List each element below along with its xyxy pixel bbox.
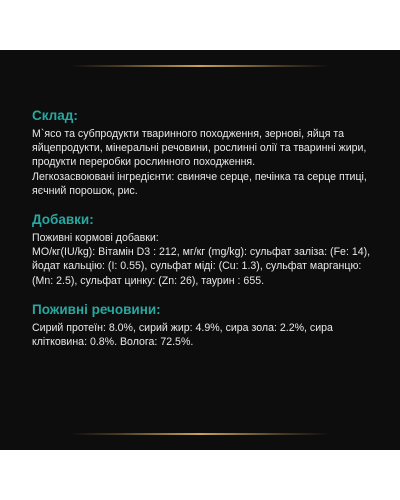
section-composition: [32, 108, 380, 198]
section-additives: [32, 212, 380, 288]
composition-text: М`ясо та субпродукти тваринного походження, зернові, яйця та яйцепродукти, мінеральні речовини, рослинні олії та тваринні жири, продукти переробки рослинного походження.: [32, 128, 367, 169]
bottom-gold-divider: [70, 433, 330, 435]
nutrients-text: Сирий протеїн: 8.0%, сирий жир: 4.9%, сира зола: 2.2%, сира клітковина: 0.8%. Волога: 72.5%.: [32, 321, 333, 349]
section-heading-additives: Добавки:: [32, 212, 94, 228]
additives-detail-text: МО/кг(IU/kg): Вітамін D3 : 212, мг/кг (mg/kg): сульфат заліза: (Fe: 14), йодат кальцію: (I: 0.55), сульфат міді: (Cu: 1.3), сульфат марганцю: (Mn: 2.5), сульфат цинку: (Zn: 26), таурин : 655.: [32, 246, 371, 287]
top-gold-divider: [70, 65, 330, 67]
ingredients-panel: [0, 50, 400, 450]
additives-intro-text: Поживні кормові добавки:: [32, 232, 159, 245]
composition-content: [32, 108, 380, 363]
section-heading-nutrients: Поживні речовини:: [32, 301, 161, 317]
section-heading-composition: Склад:: [32, 108, 78, 123]
easily-digestible-text: Легкозасвоювані інгредієнти: свиняче серце, печінка та серце птиці, яєчний порошок, рис.: [32, 170, 367, 197]
section-nutrients: [32, 302, 380, 349]
